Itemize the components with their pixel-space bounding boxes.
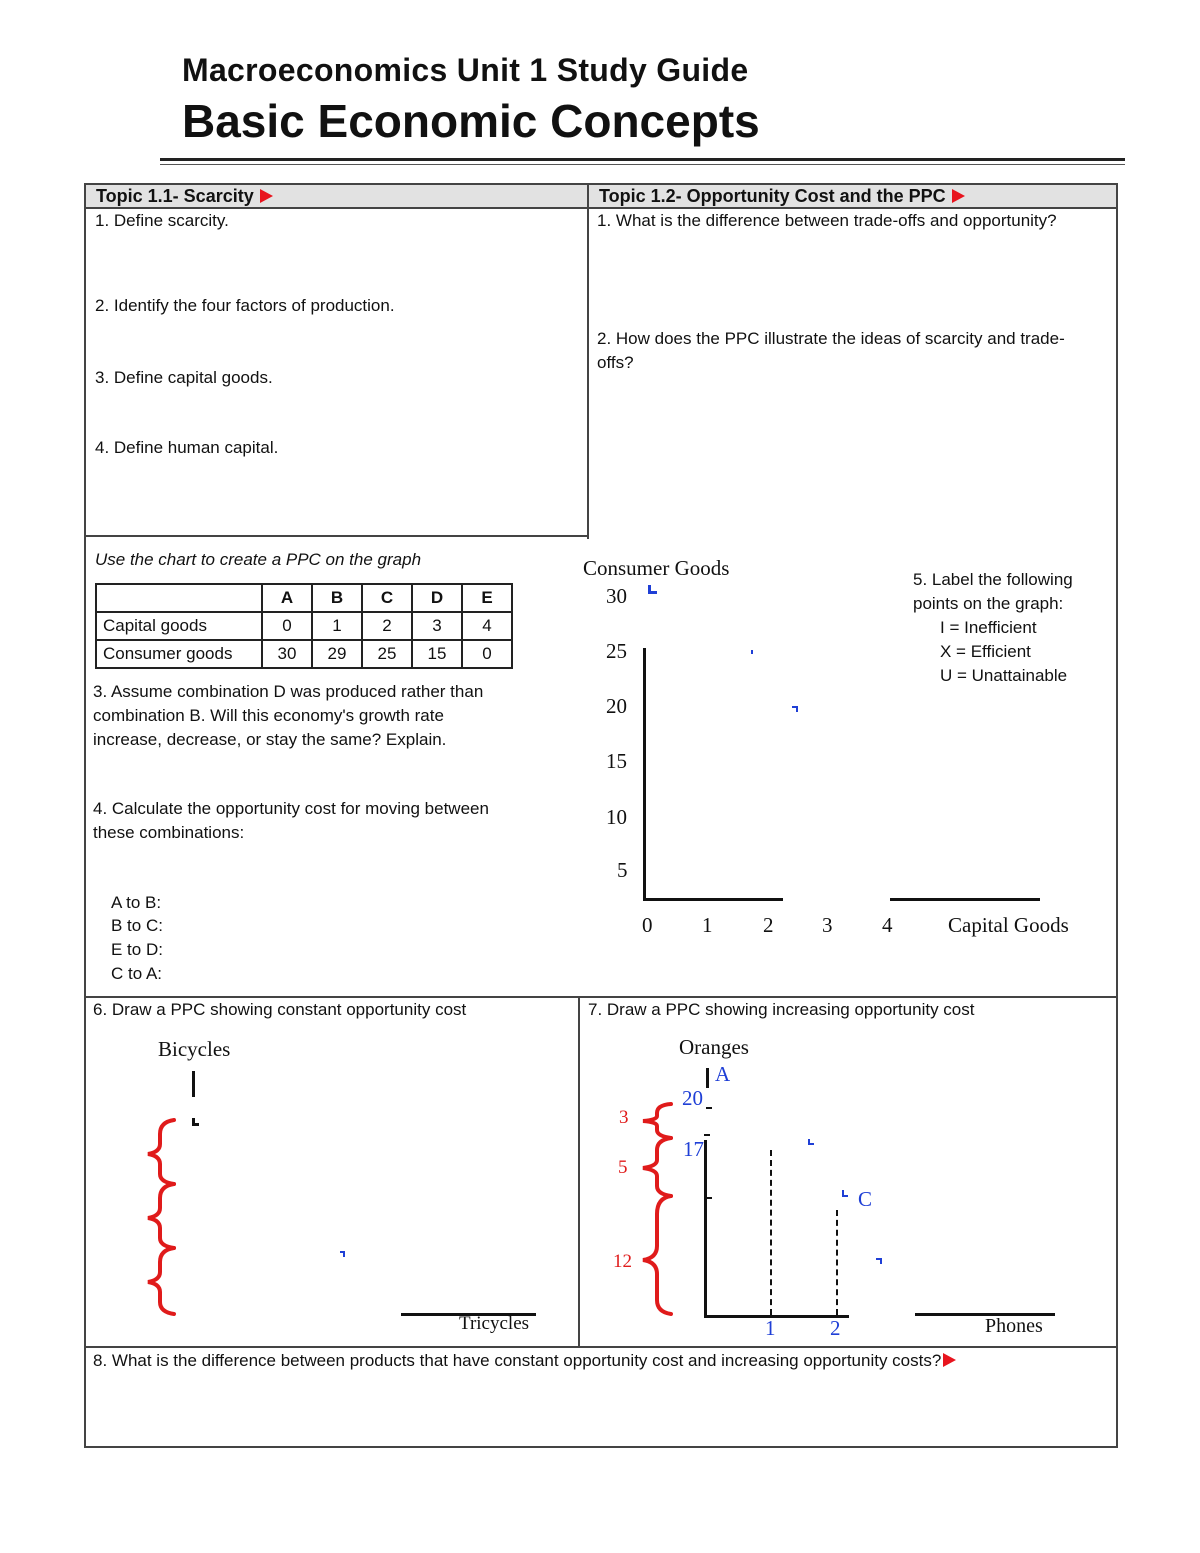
brace-label-3: 3 — [619, 1107, 629, 1128]
blue-mark — [796, 706, 798, 712]
q7-tick — [704, 1197, 712, 1199]
q7-y-axis-top — [706, 1068, 709, 1088]
blue-mark — [808, 1143, 814, 1145]
play-arrow-icon — [260, 189, 273, 203]
q7-y-axis — [704, 1140, 707, 1318]
col-b: B — [312, 584, 362, 612]
topic1-heading: Topic 1.1- Scarcity — [96, 186, 254, 206]
brace-label-5: 5 — [618, 1157, 628, 1178]
red-brace — [643, 1138, 671, 1196]
q7-x-1: 1 — [765, 1316, 776, 1340]
cell: 2 — [362, 612, 412, 640]
move-c-a: C to A: — [111, 964, 163, 983]
table-header-row — [96, 584, 512, 612]
blue-mark — [648, 591, 657, 594]
x-tick-3: 3 — [822, 913, 833, 937]
x-tick-1: 1 — [702, 913, 713, 937]
q6-mark — [192, 1123, 199, 1126]
red-brace — [148, 1120, 174, 1184]
q7-prompt: 7. Draw a PPC showing increasing opportunity cost — [588, 1000, 975, 1019]
topic1-q1: 1. Define scarcity. — [95, 211, 229, 230]
play-arrow-icon — [943, 1353, 956, 1367]
cell: 25 — [362, 640, 412, 668]
topic1-box — [84, 183, 589, 537]
ppc-q3: 3. Assume combination D was produced rather than combination B. Will this economy's growth rate increase, decrease, or stay the same? Explain. — [93, 682, 484, 749]
q6-y-axis — [192, 1071, 195, 1097]
q5-item-u: U = Unattainable — [940, 666, 1068, 685]
table-row — [96, 612, 512, 640]
col-d: D — [412, 584, 462, 612]
topic1-q4: 4. Define human capital. — [95, 438, 279, 457]
q7-dashed-line-2 — [836, 1210, 838, 1315]
y-tick-15: 15 — [606, 749, 627, 773]
q7-x-axis — [704, 1315, 849, 1318]
red-brace — [148, 1248, 174, 1314]
topic2-q1: 1. What is the difference between trade-offs and opportunity? — [597, 211, 1057, 230]
main-x-axis-right — [890, 898, 1040, 901]
blue-mark — [343, 1251, 345, 1257]
cell: 30 — [262, 640, 312, 668]
q7-y-20: 20 — [682, 1086, 703, 1110]
cell: 3 — [412, 612, 462, 640]
q7-tick — [704, 1134, 710, 1136]
blue-mark — [880, 1258, 882, 1264]
table-corner — [96, 584, 262, 612]
q7-point-c: C — [858, 1187, 873, 1211]
ppc-instruction: Use the chart to create a PPC on the graph — [95, 550, 422, 569]
x-tick-2: 2 — [763, 913, 774, 937]
q5-item-i: I = Inefficient — [940, 618, 1037, 637]
cell: 4 — [462, 612, 512, 640]
q5-item-x: X = Efficient — [940, 642, 1031, 661]
title-rule — [160, 158, 1125, 161]
q7-x-title: Phones — [985, 1315, 1043, 1337]
y-tick-5: 5 — [617, 858, 628, 882]
red-brace — [643, 1104, 671, 1138]
q8-text: 8. What is the difference between products that have constant opportunity cost and increasing opportunity costs? — [93, 1351, 942, 1370]
play-arrow-icon — [952, 189, 965, 203]
q7-tick — [706, 1107, 712, 1109]
blue-mark — [842, 1195, 848, 1197]
main-y-axis — [643, 648, 646, 901]
main-x-title: Capital Goods — [948, 913, 1069, 937]
page-subtitle: Basic Economic Concepts — [182, 95, 760, 147]
q7-point-a: A — [715, 1062, 731, 1086]
y-tick-30: 30 — [606, 584, 627, 608]
row-label: Consumer goods — [96, 640, 262, 668]
red-brace — [643, 1196, 671, 1314]
x-tick-0: 0 — [642, 913, 653, 937]
ppc-data-table — [95, 583, 513, 669]
q7-y-title: Oranges — [679, 1035, 749, 1059]
table-row — [96, 640, 512, 668]
y-tick-10: 10 — [606, 805, 627, 829]
q6-x-title: Tricycles — [459, 1313, 530, 1334]
move-a-b: A to B: — [111, 893, 162, 912]
move-b-c: B to C: — [111, 916, 163, 935]
main-y-title: Consumer Goods — [583, 556, 730, 580]
cell: 29 — [312, 640, 362, 668]
col-e: E — [462, 584, 512, 612]
q7-red-braces — [633, 1100, 677, 1318]
col-a: A — [262, 584, 312, 612]
q8-prompt — [93, 1349, 956, 1373]
topic2-header — [589, 185, 1116, 209]
q6-y-title: Bicycles — [158, 1037, 231, 1061]
x-tick-4: 4 — [882, 913, 893, 937]
q6-prompt: 6. Draw a PPC showing constant opportunity cost — [93, 1000, 467, 1019]
cell: 1 — [312, 612, 362, 640]
title-rule-thin — [160, 164, 1125, 165]
topic1-q2: 2. Identify the four factors of production. — [95, 296, 395, 315]
cell: 0 — [262, 612, 312, 640]
topic1-header — [86, 185, 587, 209]
red-brace — [148, 1184, 174, 1248]
q5-prompt: 5. Label the following points on the graph: — [913, 570, 1073, 613]
brace-label-12: 12 — [613, 1251, 632, 1272]
col-c: C — [362, 584, 412, 612]
main-x-axis — [643, 898, 783, 901]
y-tick-20: 20 — [606, 694, 627, 718]
cell: 15 — [412, 640, 462, 668]
q7-dashed-line-1 — [770, 1150, 772, 1315]
topic1-q3: 3. Define capital goods. — [95, 368, 273, 387]
q7-x-2: 2 — [830, 1316, 841, 1340]
ppc-q4: 4. Calculate the opportunity cost for moving between these combinations: — [93, 799, 489, 842]
topic2-q2: 2. How does the PPC illustrate the ideas of scarcity and trade-offs? — [597, 329, 1065, 372]
move-e-d: E to D: — [111, 940, 163, 959]
page-title: Macroeconomics Unit 1 Study Guide — [182, 52, 749, 88]
topic2-heading: Topic 1.2- Opportunity Cost and the PPC — [599, 186, 946, 206]
q7-y-17: 17 — [683, 1137, 704, 1161]
cell: 0 — [462, 640, 512, 668]
q6-red-braces — [140, 1116, 184, 1318]
blue-mark — [751, 650, 753, 654]
y-tick-25: 25 — [606, 639, 627, 663]
row-label: Capital goods — [96, 612, 262, 640]
